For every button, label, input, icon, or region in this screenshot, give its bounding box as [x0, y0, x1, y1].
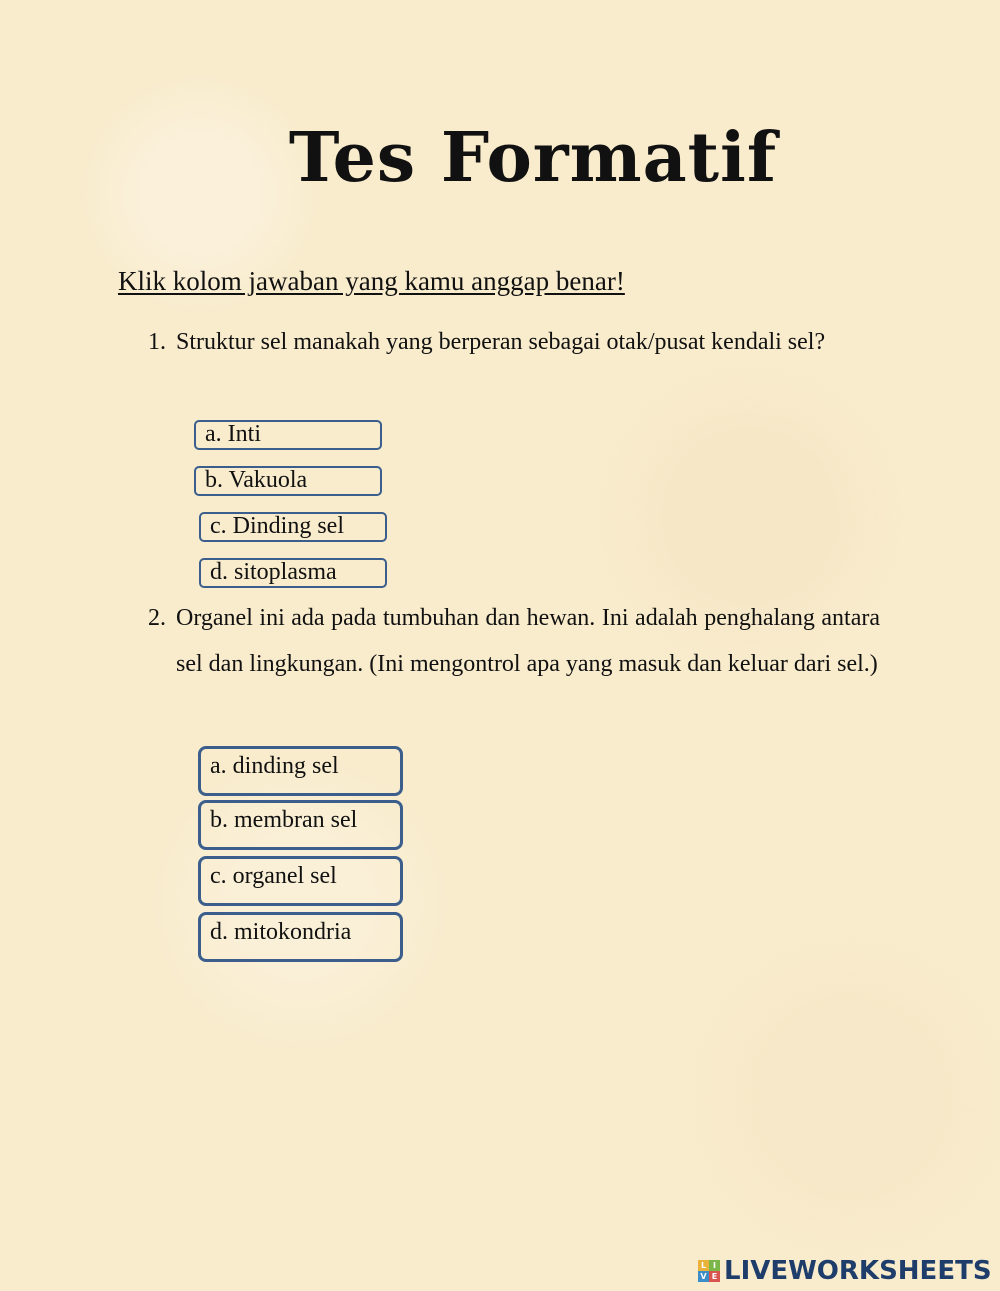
question-number: 2. — [148, 605, 166, 631]
logo-text: LIVEWORKSHEETS — [724, 1256, 992, 1286]
page-title: Tes Formatif — [288, 118, 778, 198]
answer-option-1d[interactable]: d. sitoplasma — [199, 558, 387, 588]
instruction-text: Klik kolom jawaban yang kamu anggap benar! — [118, 266, 625, 296]
liveworksheets-logo-icon: L I V E — [698, 1260, 720, 1282]
question-1 — [148, 319, 880, 365]
answer-option-2d[interactable]: d. mitokondria — [198, 912, 403, 962]
answer-option-2c[interactable]: c. organel sel — [198, 856, 403, 906]
question-2 — [148, 595, 880, 687]
answer-option-1a[interactable]: a. Inti — [194, 420, 382, 450]
liveworksheets-logo — [698, 1256, 992, 1286]
question-text: Struktur sel manakah yang berperan sebagai otak/pusat kendali sel? — [176, 329, 826, 355]
answer-option-1c[interactable]: c. Dinding sel — [199, 512, 387, 542]
question-text: Organel ini ada pada tumbuhan dan hewan. Ini adalah penghalang antara sel dan lingkungan. (Ini mengontrol apa yang masuk dan keluar dari sel.) — [176, 605, 880, 677]
answer-option-2a[interactable]: a. dinding sel — [198, 746, 403, 796]
answer-option-2b[interactable]: b. membran sel — [198, 800, 403, 850]
question-number: 1. — [148, 329, 166, 355]
answer-option-1b[interactable]: b. Vakuola — [194, 466, 382, 496]
